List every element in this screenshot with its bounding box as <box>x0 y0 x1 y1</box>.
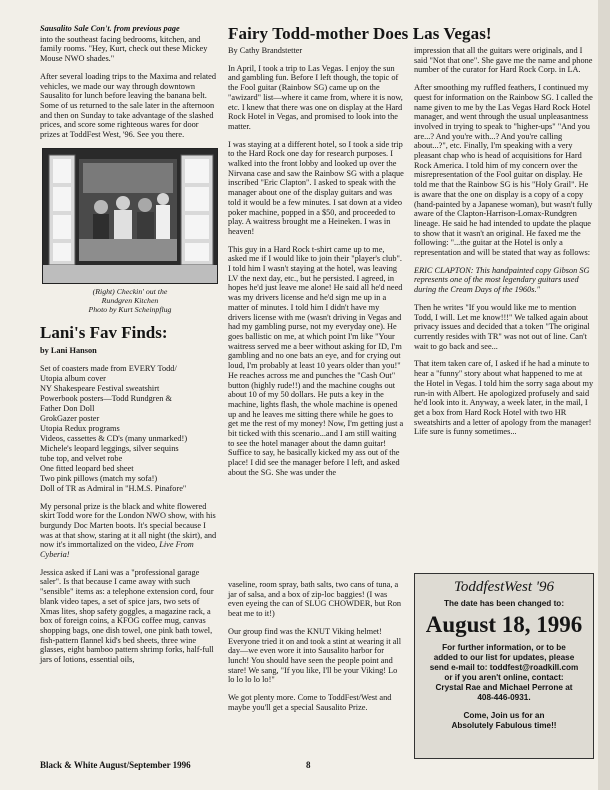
caption-line-1: (Right) Checkin' out the <box>92 286 168 296</box>
toddfest-announcement-box <box>414 573 594 759</box>
list-item: Utopia Redux programs <box>40 423 120 433</box>
list-item: Videos, cassettes & CD's (many unmarked!) <box>40 433 188 443</box>
box-line: added to our list for updates, please <box>433 653 575 663</box>
list-item: One fitted leopard bed sheet <box>40 463 134 473</box>
article-paragraph-2: I was staying at a different hotel, so I took a side trip to the Hard Rock one day for research purposes. I walked into the front lobby and looked up over the Nirvana case and saw the Rainbow SG with a plaque inscribed "Eric Clapton". I asked to speak with the manager about one of the display guitars and was told it would be a few minutes. I sat down at a video poker machine, popped in a $50, and proceeded to play. A waitress brought me a Heineken. I was in heaven! <box>228 139 404 236</box>
list-item: Michele's leopard leggings, silver sequins <box>40 443 179 453</box>
viking-paragraph: Our group find was the KNUT Viking helmet! Everyone tried it on and took a stint at wearing it all day—we even wore it into Sausalito harbor for lunch! You should have seen the people point and stare! We sang, "If you like, I'll be your Viking! Lo lo lo lo lo lo!" <box>228 626 402 685</box>
footer-issue: Black & White August/September 1996 <box>40 760 191 770</box>
middle-column-bottom <box>228 580 404 720</box>
article-byline: By Cathy Brandstetter <box>228 46 303 55</box>
fax-quote: ERIC CLAPTON: This handpainted copy Gibson SG represents one of the most legendary guitars used during the Cream Days of the 1960s." <box>414 265 590 295</box>
scan-edge <box>598 0 610 790</box>
kitchen-photo <box>42 148 218 284</box>
article-paragraph-3: This guy in a Hard Rock t-shirt came up to me, asked me if I would like to join their "player's club". I told him I wasn't staying at the hotel, was leaving LV the next day, etc., but he persisted. I agreed, in hopes he'd just leave me alone! He said all he'd need was my drivers license and he'd sign me up in a matter of minutes. I told him I didn't have my drivers license with me (wasn't driving in Vegas and had my gambling purse, not my everyday one). He goes ballistic on me, at which point I'm like "Your waitress served me a beer without asking for ID, I'm gambling and no one bats an eye, and for crying out loud, I'm probably at least 10 years older than you!" He reaches across me and punches the "Cash Out" button (highly rude!!) and the machine coughs out about 10 of my 50 dollars. He puts a key in the machine, lights flash, the whole machine is opened up and he leaves me sitting there while he goes to get me the rest of my money! Now, I'm getting just a bit ticked with this scenario...and I am still waiting to see the hotel manager about the damn guitar! Suffice to say, he basically kicked my ass out of the place! I did see the manager before I left, and asked about the SG. She was under the <box>228 244 404 477</box>
right-column <box>414 46 594 445</box>
box-title: ToddfestWest '96 <box>453 579 555 595</box>
list-item: Set of coasters made from EVERY Todd/ <box>40 364 177 374</box>
article-paragraph-1: In April, I took a trip to Las Vegas. I enjoy the sun and gambling fun. Before I left though, the topic of the Fool guitar (Rainbow SG) came up on the "awizard" list—where it came from, where it is now, etc. I knew that there was one on display at the Hard Rock Hotel in Vegas, and promised to look into the matter. <box>228 63 403 131</box>
list-item: Doll of TR as Admiral in "H.M.S. Pinafore" <box>40 483 187 493</box>
left-column <box>40 24 220 673</box>
lani-paragraph-garage: Jessica asked if Lani was a "professional garage saler". Is that because I came away with such "sensible" items as: a telephone extension cord, four blank video tapes, a set of spice jars, two sets of Xmas lites, shop safety goggles, a magazine rack, a box of foreign coins, a KFOG coffee mug, canvas shopping bags, one dish towel, one pink bath towel, fish-pattern flannel kid's bed sheets, three wine glasses, eight bamboo pattern shrimp forks, half-full jars of lotions, essential oils, <box>40 567 214 665</box>
caption-line-2: Rundgren Kitchen <box>101 295 159 305</box>
box-email-line: send e-mail to: toddfest@roadkill.com <box>429 663 579 673</box>
video-title: Live From Cyberia! <box>40 540 194 560</box>
list-item: NY Shakespeare Festival sweatshirt <box>40 384 160 394</box>
lani-paragraph-prize <box>40 502 220 560</box>
article-paragraph-5: After smoothing my ruffled feathers, I continued my quest for information on the Rainbow SG. I called the name given to me by the Las Vegas Hard Rock Hotel manager, and went through the usual unpleasantness involved in trying to speak to "higher-ups" "And you are...? And you're with...? And you're calling about...?", etc. Finally, I'm speaking with a very pleasant chap who is head of acquisitions for Hard Rock America. I told him of my concern over the misrepresentation of the Fool guitar on display. He told me that the Rainbow SG is his "Holy Grail". He is aware that the one on display is a copy of a copy (hand-painted by a Japanese woman), but wasn't fully aware of the Clapton-Harrison-Lomax-Rundgren lineage. He said he had intended to update the plaque to show that it wasn't an original. He faxed me the following: "...the guitar at the Hotel is only a representation and will be stated that way as follows: <box>414 83 593 258</box>
article-paragraph-7: That item taken care of, I asked if he had a minute to hear a "funny" story about what happened to me at the Hotel in Vegas. I told him the sorry saga about my run-in with Albert. He apologized profusely and said he'd look into it. Anyway, a week later, in the mail, I get a box from Hard Rock Hotel with two HR sweatshirts and a letter of apology from the manager! Life sure is funny sometimes... <box>414 359 594 437</box>
box-phone: 408-446-0931. <box>477 693 531 703</box>
kitchen-photo-graphic <box>43 149 218 284</box>
photo-caption <box>40 288 220 315</box>
lani-byline: by Lani Hanson <box>40 346 97 356</box>
prize-text: My personal prize is the black and white flowered skirt Todd wore for the London NWO show, with his burgundy Doc Marten boots. It's special because I was at that show, staring at it all night (the skirt), and now it's immortalized on the video, <box>40 501 217 550</box>
list-item: Two pink pillows (match my sofa!) <box>40 473 158 483</box>
article-paragraph-4: impression that all the guitars were originals, and I said "Not that one". She gave me the name and phone number of the curator for Hard Rock Corp. in LA. <box>414 46 593 75</box>
box-date-intro: The date has been changed to: <box>443 599 565 609</box>
article-headline: Fairy Todd-mother Does Las Vegas! <box>228 24 492 43</box>
middle-column <box>228 46 404 486</box>
box-date: August 18, 1996 <box>425 612 583 638</box>
list-item: tube top, and velvet robe <box>40 453 123 463</box>
box-contact-line: Crystal Rae and Michael Perrone at <box>435 683 573 693</box>
caption-credit: Photo by Kurt Scheinpflug <box>88 304 172 314</box>
page-number: 8 <box>306 760 311 770</box>
box-closing-1: Come, Join us for an <box>463 711 545 721</box>
sale-paragraph-1: into the southeast facing bedrooms, kitchen, and family rooms. "Hey, Kurt, check out these Mickey Mouse NWO shades." <box>40 34 208 64</box>
lani-finds-list <box>40 364 220 493</box>
list-item: Father Don Doll <box>40 403 95 413</box>
list-item: GrokGazer poster <box>40 413 100 423</box>
list-item: Powerbook posters—Todd Rundgren & <box>40 394 172 404</box>
list-item: Utopia album cover <box>40 374 106 384</box>
box-line: or if you aren't online, contact: <box>444 673 564 683</box>
continued-kicker: Sausalito Sale Con't. from previous page <box>40 24 180 33</box>
article-paragraph-6: Then he writes "If you would like me to mention Todd, I will. Let me know!!!" We talked again about privacy issues and decided that a token "The original currently resides with TR" was not out of line. Can't wait to go back and see... <box>414 302 590 351</box>
prize-paragraph: We got plenty more. Come to ToddFest/West and maybe you'll get a special Sausalito Prize. <box>228 693 392 712</box>
box-closing-2: Absolutely Fabulous time!! <box>451 721 557 731</box>
box-line: For further information, or to be <box>442 643 566 653</box>
lani-section-title: Lani's Fav Finds: <box>40 322 168 342</box>
sale-continued-paragraph: vaseline, room spray, bath salts, two cans of tuna, a jar of salsa, and a box of zip-loc baggies! (I was even eyeing the can of SLUG CHOWDER, but Ron beat me to it!) <box>228 580 402 619</box>
sale-paragraph-2: After several loading trips to the Maxima and related vehicles, we made our way through downtown Sausalito for lunch before leaving the banana belt. Some of us returned to the sale later in the afternoon and then on Sunday to take advantage of the slashed prices, and score some righteous wares for door prizes at ToddFest West, '96. See you there. <box>40 71 217 140</box>
